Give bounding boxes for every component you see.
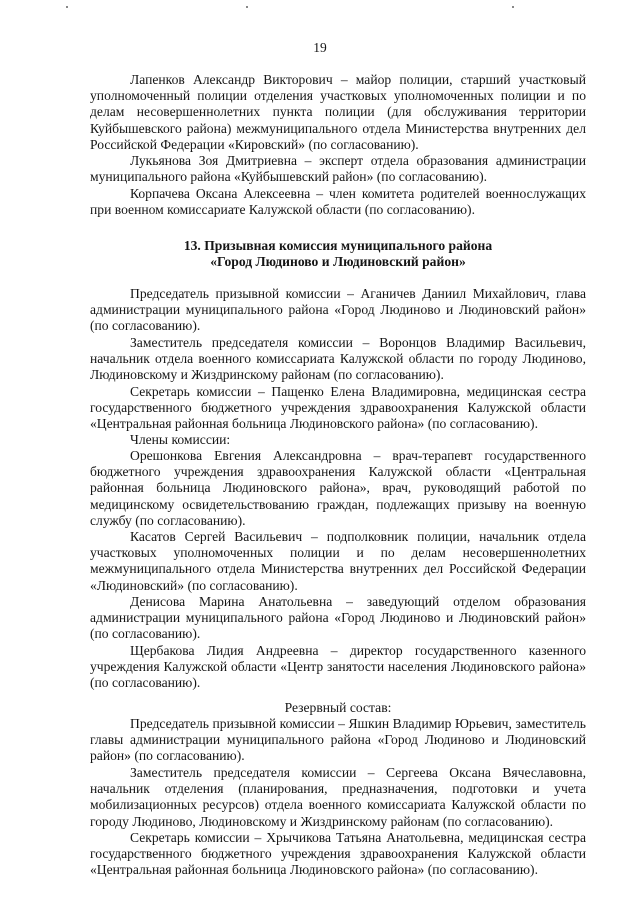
paragraph-reserve-chairman: Председатель призывной комиссии – Яшкин Владимир Юрьевич, заместитель главы администрации муниципального района «Город Людиново и Людиновский район» (по согласованию). <box>90 716 586 764</box>
paragraph-chairman: Председатель призывной комиссии – Аганичев Даниил Михайлович, глава администрации муниципального района «Город Людиново и Людиновский район» (по согласованию). <box>90 286 586 334</box>
paragraph-denisova: Денисова Марина Анатольевна – заведующий отделом образования администрации муниципального района «Город Людиново и Людиновский район» (по согласованию). <box>90 594 586 642</box>
scan-mark <box>512 6 514 8</box>
paragraph-lukyanova: Лукьянова Зоя Дмитриевна – эксперт отдела образования администрации муниципального района «Куйбышевский район» (по согласованию). <box>90 153 586 185</box>
section-heading-line2: «Город Людиново и Людиновский район» <box>210 254 466 269</box>
paragraph-deputy-chairman: Заместитель председателя комиссии – Воронцов Владимир Васильевич, начальник отдела военного комиссариата Калужской области по городу Людиново, Людиновскому и Жиздринскому районам (по согласованию). <box>90 335 586 383</box>
paragraph-oreshonkova: Орешонкова Евгения Александровна – врач-терапевт государственного бюджетного учреждения здравоохранения Калужской области «Центральная районная больница Людиновского района», врач, руководящий работой по медицинскому освидетельствованию граждан, подлежащих призыву на военную службу (по согласованию). <box>90 448 586 528</box>
paragraph-korpacheva: Корпачева Оксана Алексеевна – член комитета родителей военнослужащих при военном комиссариате Калужской области (по согласованию). <box>90 186 586 218</box>
paragraph-reserve-secretary: Секретарь комиссии – Хрычикова Татьяна Анатольевна, медицинская сестра государственного бюджетного учреждения здравоохранения Калужской области «Центральная районная больница Людиновского района» (по согласованию). <box>90 830 586 878</box>
paragraph-lapenkov: Лапенков Александр Викторович – майор полиции, старший участковый уполномоченный полиции отделения участковых уполномоченных полиции и по делам несовершеннолетних пункта полиции (для обслуживания территории Куйбышевского района) межмуниципального отдела Министерства внутренних дел Российской Федерации «Кировский» (по согласованию). <box>90 72 586 152</box>
scan-mark <box>246 6 248 8</box>
paragraph-reserve-deputy: Заместитель председателя комиссии – Сергеева Оксана Вячеславовна, начальник отделения (планирования, предназначения, подготовки и учета мобилизационных ресурсов) отдела военного комиссариата Калужской области по городу Людиново, Людиновскому и Жиздринскому районам (по согласованию). <box>90 765 586 829</box>
paragraph-scherbakova: Щербакова Лидия Андреевна – директор государственного казенного учреждения Калужской области «Центр занятости населения Людиновского района» (по согласованию). <box>90 643 586 691</box>
page-number: 19 <box>313 40 327 55</box>
reserve-heading: Резервный состав: <box>284 700 392 715</box>
members-label: Члены комиссии: <box>130 432 231 447</box>
scan-mark <box>66 6 68 8</box>
paragraph-secretary: Секретарь комиссии – Пащенко Елена Владимировна, медицинская сестра государственного бюджетного учреждения здравоохранения Калужской области «Центральная районная больница Людиновского района» (по согласованию). <box>90 384 586 432</box>
paragraph-kasatov: Касатов Сергей Васильевич – подполковник полиции, начальник отдела участковых уполномоченных полиции и по делам несовершеннолетних межмуниципального отдела Министерства внутренних дел Российской Федерации «Людиновский» (по согласованию). <box>90 529 586 593</box>
section-heading-line1: 13. Призывная комиссия муниципального района <box>183 238 493 253</box>
